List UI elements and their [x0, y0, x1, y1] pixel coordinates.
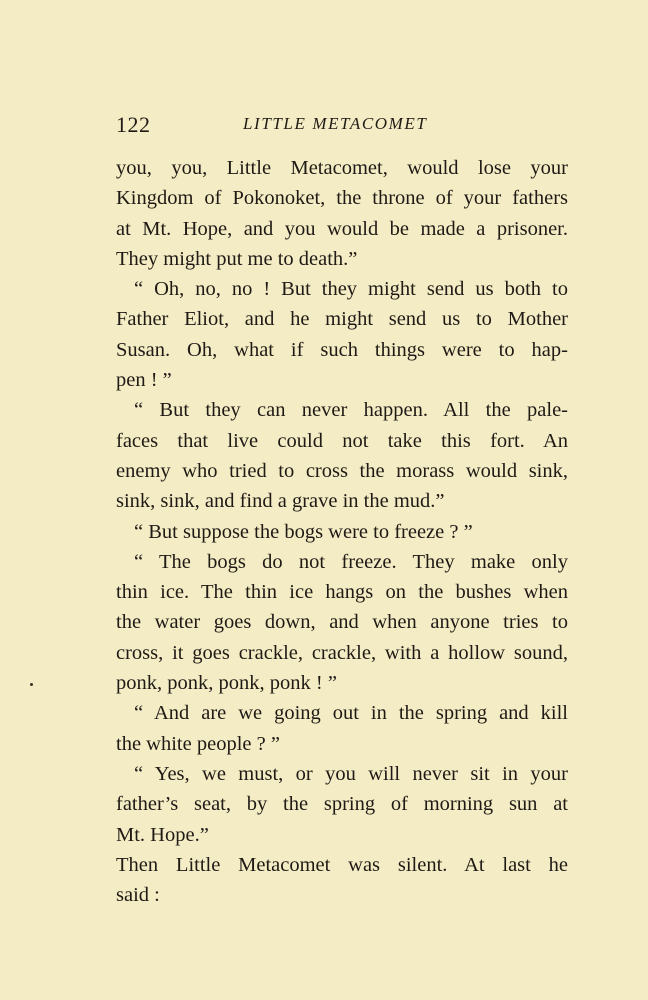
- text-line: Kingdom of Pokonoket, the throne of your fathers: [116, 187, 568, 210]
- text-line: ponk, ponk, ponk, ponk ! ”: [116, 672, 337, 695]
- body-text: [116, 153, 568, 910]
- text-line: thin ice. The thin ice hangs on the bushes when: [116, 581, 568, 604]
- text-line: “ But suppose the bogs were to freeze ? ”: [134, 520, 473, 543]
- text-line: “ But they can never happen. All the pale-: [134, 399, 568, 422]
- text-line: cross, it goes crackle, crackle, with a hollow sound,: [116, 641, 568, 664]
- text-line: the water goes down, and when anyone tries to: [116, 611, 568, 634]
- page-header: [116, 112, 568, 146]
- text-line: Susan. Oh, what if such things were to hap-: [116, 338, 568, 361]
- text-line: “ The bogs do not freeze. They make only: [134, 550, 568, 573]
- margin-speck: [30, 683, 33, 686]
- page-number: 122: [116, 112, 151, 137]
- text-line: the white people ? ”: [116, 732, 280, 755]
- text-line: Mt. Hope.”: [116, 823, 209, 846]
- text-line: father’s seat, by the spring of morning sun at: [116, 793, 568, 816]
- text-line: pen ! ”: [116, 369, 172, 392]
- text-line: at Mt. Hope, and you would be made a prisoner.: [116, 217, 568, 240]
- text-line: said :: [116, 884, 160, 907]
- text-line: “ And are we going out in the spring and kill: [134, 702, 568, 725]
- text-line: They might put me to death.”: [116, 247, 358, 270]
- text-line: Then Little Metacomet was silent. At last he: [116, 853, 568, 876]
- text-line: enemy who tried to cross the morass would sink,: [116, 459, 568, 482]
- text-line: Father Eliot, and he might send us to Mother: [116, 308, 568, 331]
- running-title: LITTLE METACOMET: [243, 114, 428, 133]
- text-line: you, you, Little Metacomet, would lose your: [116, 157, 568, 179]
- text-line: sink, sink, and find a grave in the mud.”: [116, 490, 445, 513]
- text-line: “ Oh, no, no ! But they might send us both to: [134, 278, 568, 301]
- text-line: “ Yes, we must, or you will never sit in your: [134, 762, 568, 785]
- text-line: faces that live could not take this fort. An: [116, 429, 568, 452]
